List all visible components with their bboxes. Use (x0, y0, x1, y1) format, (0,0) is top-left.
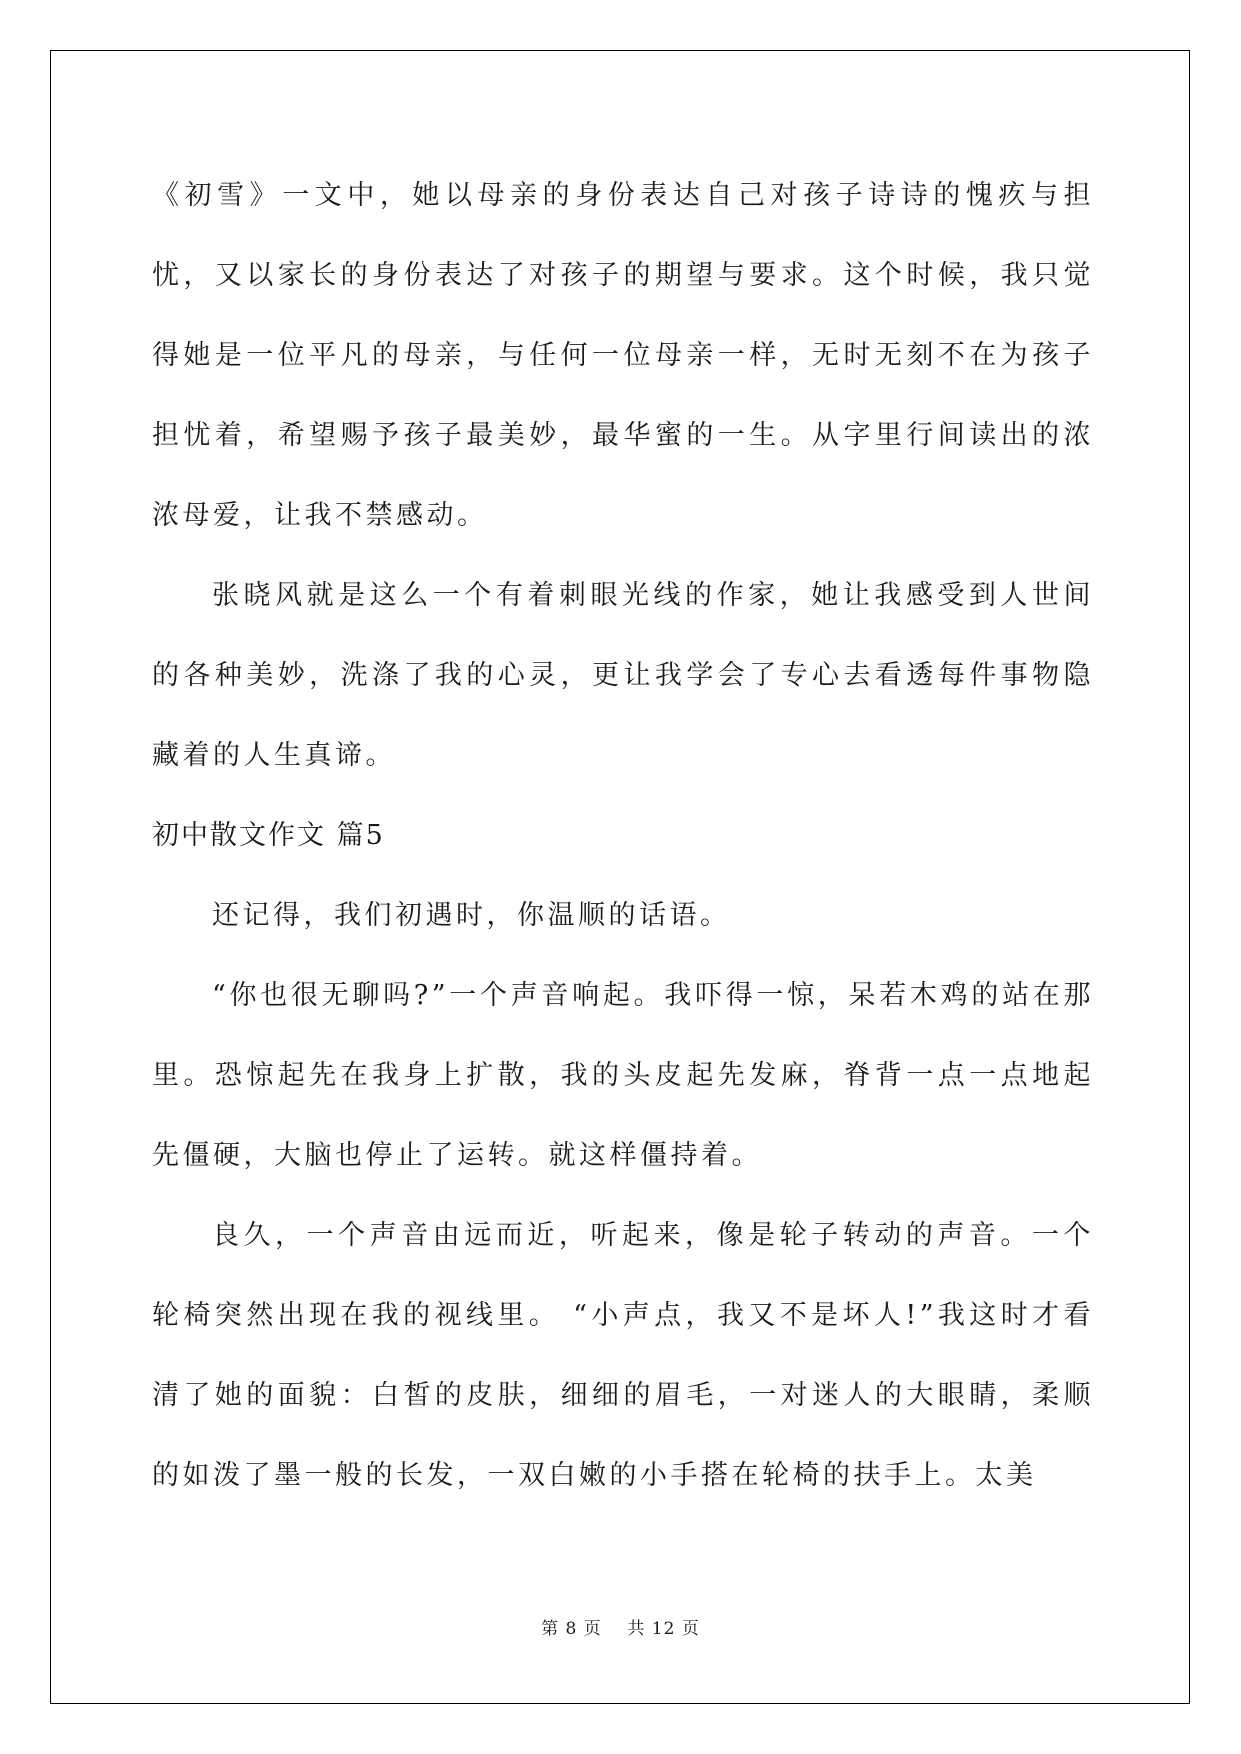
paragraph: “你也很无聊吗?”一个声音响起。我吓得一惊，呆若木鸡的站在那里。恐惊起先在我身上扩散，我的头皮起先发麻，脊背一点一点地起先僵硬，大脑也停止了运转。就这样僵持着。 (152, 980, 1094, 1171)
paragraph: 良久，一个声音由远而近，听起来，像是轮子转动的声音。一个轮椅突然出现在我的视线里。 “小声点，我又不是坏人!”我这时才看清了她的面貌：白皙的皮肤，细细的眉毛，一对迷人的大眼睛，柔顺的如泼了墨一般的长发，一双白嫩的小手搭在轮椅的扶手上。太美 (152, 1220, 1094, 1491)
paragraph: 张晓风就是这么一个有着刺眼光线的作家，她让我感受到人世间的各种美妙，洗涤了我的心灵，更让我学会了专心去看透每件事物隐藏着的人生真谛。 (152, 580, 1094, 771)
paragraph: 《初雪》一文中，她以母亲的身份表达自己对孩子诗诗的愧疚与担忧，又以家长的身份表达了对孩子的期望与要求。这个时候，我只觉得她是一位平凡的母亲，与任何一位母亲一样，无时无刻不在为孩子担忧着，希望赐予孩子最美妙，最华蜜的一生。从字里行间读出的浓浓母爱，让我不禁感动。 (152, 180, 1094, 531)
page-number-footer: 第 8 页 共 12 页 (541, 1619, 700, 1639)
section-heading: 初中散文作文 篇5 (152, 820, 385, 851)
document-body (152, 156, 1094, 1516)
paragraph: 还记得，我们初遇时，你温顺的话语。 (212, 900, 731, 931)
